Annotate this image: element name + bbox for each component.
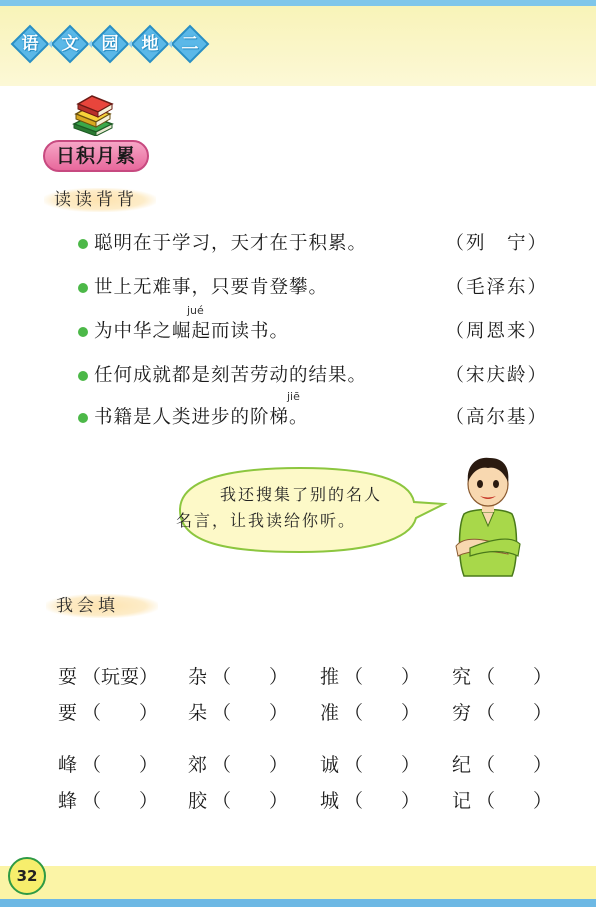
fill-item: [188, 698, 288, 728]
fill-char: 纪: [452, 754, 472, 776]
fill-item: [320, 750, 420, 780]
fill-in-label: 我会填: [52, 592, 119, 620]
fill-item: [58, 698, 158, 728]
fill-item: [320, 698, 420, 728]
fill-char: 城: [320, 790, 340, 812]
fill-item: [58, 662, 158, 692]
fill-item: [58, 750, 158, 780]
fill-blank[interactable]: （ ）: [82, 754, 159, 776]
books-icon: [70, 94, 116, 136]
fill-blank[interactable]: （玩耍）: [82, 666, 159, 688]
banner-char: 二: [181, 34, 199, 54]
fill-item: [58, 786, 158, 816]
quote-item: [78, 361, 548, 391]
fill-blank[interactable]: （ ）: [82, 702, 159, 724]
quote-item: [78, 273, 548, 303]
fill-blank[interactable]: （ ）: [344, 666, 421, 688]
quote-text: 书籍是人类进步的阶梯。: [94, 407, 309, 428]
bottom-border: [0, 899, 596, 907]
quote-author: （周恩来）: [445, 321, 548, 342]
fill-char: 要: [58, 702, 78, 724]
section-title: 日积月累: [43, 140, 149, 172]
fill-char: 推: [320, 666, 340, 688]
fill-item: [320, 662, 420, 692]
fill-char: 诚: [320, 754, 340, 776]
fill-blank[interactable]: （ ）: [82, 790, 159, 812]
fill-char: 准: [320, 702, 340, 724]
quote-author: （毛泽东）: [445, 277, 548, 298]
fill-item: [452, 698, 552, 728]
bullet-dot: [78, 371, 88, 381]
pinyin-annotation: jiē: [287, 390, 300, 403]
fill-blank[interactable]: （ ）: [344, 754, 421, 776]
quote-author: （高尔基）: [445, 407, 548, 428]
quote-item: [78, 403, 548, 433]
bubble-line: 我还搜集了别的名人: [220, 485, 383, 504]
fill-blank[interactable]: （ ）: [476, 790, 553, 812]
fill-item: [320, 786, 420, 816]
fill-item: [452, 662, 552, 692]
bullet-dot: [78, 413, 88, 423]
fill-blank[interactable]: （ ）: [212, 790, 289, 812]
pinyin-annotation: jué: [187, 304, 204, 317]
fill-blank[interactable]: （ ）: [344, 790, 421, 812]
fill-char: 耍: [58, 666, 78, 688]
fill-item: [188, 750, 288, 780]
fill-blank[interactable]: （ ）: [476, 666, 553, 688]
fill-item: [188, 662, 288, 692]
fill-char: 杂: [188, 666, 208, 688]
banner-char: 文: [61, 34, 79, 54]
fill-char: 胶: [188, 790, 208, 812]
banner-char: 园: [101, 34, 119, 54]
bubble-line: 名言，让我读给你听。: [176, 511, 357, 530]
bubble-text: [176, 482, 406, 534]
quote-item: [78, 317, 548, 347]
quote-text: 任何成就都是刻苦劳动的结果。: [94, 365, 368, 386]
fill-char: 记: [452, 790, 472, 812]
fill-blank[interactable]: （ ）: [476, 754, 553, 776]
read-recite-label: 读读背背: [50, 186, 138, 214]
fill-item: [452, 750, 552, 780]
bullet-dot: [78, 239, 88, 249]
quote-text: 世上无难事，只要肯登攀。: [94, 277, 329, 298]
top-border: [0, 0, 596, 6]
fill-blank[interactable]: （ ）: [212, 754, 289, 776]
fill-char: 朵: [188, 702, 208, 724]
quote-text: 聪明在于学习，天才在于积累。: [94, 233, 368, 254]
banner-char: 语: [21, 34, 39, 54]
bullet-dot: [78, 283, 88, 293]
quote-author: （宋庆龄）: [445, 365, 548, 386]
fill-char: 蜂: [58, 790, 78, 812]
unit-banner: [8, 22, 220, 66]
fill-char: 究: [452, 666, 472, 688]
bullet-dot: [78, 327, 88, 337]
quote-item: [78, 229, 548, 259]
fill-item: [452, 786, 552, 816]
page-number: 32: [8, 857, 46, 895]
boy-illustration: [448, 452, 528, 578]
fill-blank[interactable]: （ ）: [476, 702, 553, 724]
fill-blank[interactable]: （ ）: [344, 702, 421, 724]
fill-char: 郊: [188, 754, 208, 776]
fill-blank[interactable]: （ ）: [212, 666, 289, 688]
fill-blank[interactable]: （ ）: [212, 702, 289, 724]
speech-bubble: [160, 462, 448, 558]
banner-char: 地: [141, 34, 159, 54]
fill-char: 穷: [452, 702, 472, 724]
quote-text: 为中华之崛起而读书。: [94, 321, 290, 342]
fill-char: 峰: [58, 754, 78, 776]
quote-author: （列 宁）: [445, 233, 548, 254]
fill-item: [188, 786, 288, 816]
